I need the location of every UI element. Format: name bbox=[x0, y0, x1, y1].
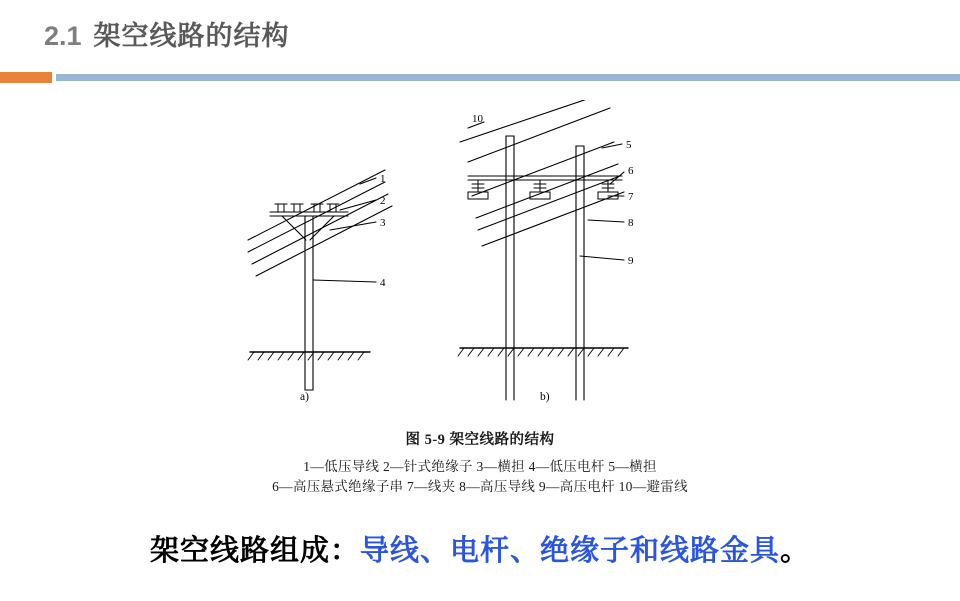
callout-10: 10 bbox=[472, 113, 483, 125]
figure-svg bbox=[210, 100, 750, 430]
sublabel-b: b) bbox=[540, 391, 550, 403]
callout-1: 1 bbox=[380, 173, 386, 185]
accent-bar-orange bbox=[0, 72, 52, 83]
figure-caption bbox=[0, 428, 960, 497]
callout-9: 9 bbox=[628, 255, 634, 267]
callout-5: 5 bbox=[626, 139, 632, 151]
callout-4: 4 bbox=[380, 277, 386, 289]
page-title bbox=[44, 14, 290, 53]
callout-3: 3 bbox=[380, 217, 386, 229]
title-number: 2.1 bbox=[44, 21, 82, 51]
caption-legend-line-1: 1—低压导线 2—针式绝缘子 3—横担 4—低压电杆 5—横担 bbox=[303, 459, 657, 474]
caption-legend-line-2: 6—高压悬式绝缘子串 7—线夹 8—高压导线 9—高压电杆 10—避雷线 bbox=[272, 479, 688, 494]
statement-lead: 架空线路组成： bbox=[149, 535, 360, 567]
summary-statement bbox=[0, 528, 960, 569]
callout-7: 7 bbox=[628, 191, 634, 203]
callout-6: 6 bbox=[628, 165, 634, 177]
callout-8: 8 bbox=[628, 217, 634, 229]
figure-overhead-line-structure bbox=[210, 100, 750, 430]
callout-2: 2 bbox=[380, 195, 386, 207]
title-text: 架空线路的结构 bbox=[93, 21, 290, 51]
accent-bar-blue bbox=[56, 74, 960, 81]
sublabel-a: a) bbox=[300, 391, 309, 403]
caption-title: 图 5-9 架空线路的结构 bbox=[405, 432, 555, 448]
statement-highlight: 导线、电杆、绝缘子和线路金具 bbox=[359, 535, 780, 567]
statement-tail: 。 bbox=[780, 535, 811, 567]
